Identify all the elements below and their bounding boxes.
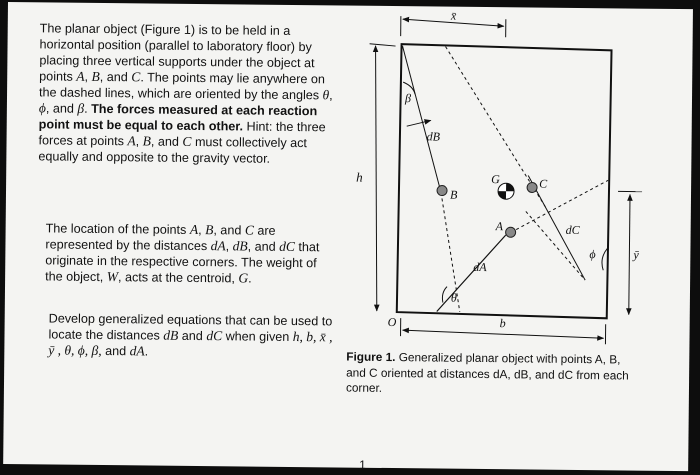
point-C (527, 182, 537, 192)
b-dimension-arrow (403, 330, 604, 338)
phi-arc (602, 248, 608, 270)
dA-solid-segment (437, 235, 506, 313)
origin-label: O (388, 315, 397, 329)
h-dimension-arrow (373, 46, 380, 311)
key-requirement: The forces measured at each reaction point must be equal to each other. (39, 102, 318, 134)
problem-paragraph-3: Develop generalized equations that can be used to locate the distances dB and dC when given h, b, x̄ , ȳ , θ, ϕ, β, and dA. (48, 310, 333, 361)
dC-dashed-line (525, 211, 586, 280)
ybar-dimension-arrow (629, 195, 630, 315)
point-B-label: B (450, 188, 458, 202)
page-number: 1 (359, 458, 366, 472)
figure-caption: Figure 1. Generalized planar object with points A, B, and C oriented at distances dA, dB, and dC from each corner. (346, 350, 636, 400)
xbar-label: x̄ (450, 9, 457, 23)
ybar-label: ȳ (632, 248, 639, 262)
dB-label: dB (427, 129, 441, 143)
h-extension-top (370, 44, 396, 46)
h-label: h (356, 170, 363, 185)
dA-label: dA (473, 260, 487, 274)
point-B (437, 186, 447, 196)
b-label: b (500, 316, 506, 330)
centroid-symbol (498, 183, 514, 199)
planar-object-figure (344, 6, 693, 350)
dC-label: dC (566, 223, 581, 237)
problem-paragraph-2: The location of the points A, B, and C are represented by the distances dA, dB, and dC that originate in the respective corners. The weight of the object, W, acts at the centroid, G. (45, 220, 336, 287)
caption-label: Figure 1. (346, 350, 395, 365)
planar-object-outline (397, 44, 612, 318)
point-A (506, 227, 516, 237)
dB-solid-segment (401, 46, 443, 192)
point-C-label: C (539, 177, 548, 191)
centroid-label: G (491, 172, 500, 186)
document-page (3, 2, 693, 471)
point-A-label: A (495, 219, 504, 233)
problem-paragraph-1: The planar object (Figure 1) is to be held in a horizontal position (parallel to laboratory floor) by placing three vertical supports under the object at points A, B, and C. The points may lie anywhere on the dashed lines, which are oriented by the angles θ, ϕ, and β. The forces measured at each reaction point must be equal to each other. Hint: the three forces at points A, B, and C must collectively act equally and opposite to the gravity vector. (38, 20, 339, 167)
dB-arrow (407, 120, 431, 126)
beta-label: β (404, 91, 411, 105)
theta-label: θ (451, 291, 457, 305)
phi-label: ϕ (589, 247, 595, 261)
